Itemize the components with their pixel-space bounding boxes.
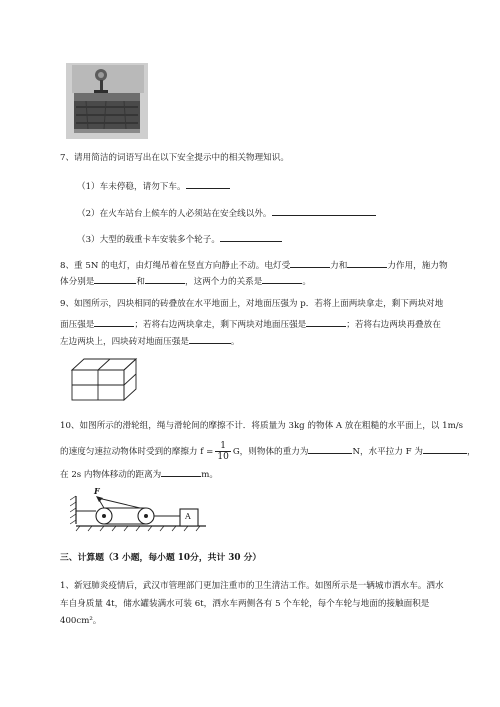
q7-answer2-blank[interactable]	[272, 205, 376, 216]
q10-blank-gravity[interactable]	[308, 443, 352, 454]
section3-heading: 三、计算题（3 小题，每小题 10分，共计 30 分）	[60, 553, 262, 563]
pulley-figure	[70, 486, 210, 532]
q7-answer1-blank[interactable]	[186, 178, 230, 189]
q9-text-b: ；若将右边两块拿走，剩下两块对地面压强是	[134, 320, 307, 330]
q9-blank3[interactable]	[189, 333, 231, 344]
q8-blank-source1[interactable]	[94, 273, 136, 284]
q9-blank1[interactable]	[94, 316, 134, 327]
q9-text-d: 左边两块上，四块砖对地面压强是	[60, 337, 189, 347]
brick-photo	[66, 63, 148, 139]
q10-blank-distance[interactable]	[161, 466, 201, 477]
q9-line3	[60, 333, 240, 348]
q9-text-e: 。	[230, 337, 240, 347]
q8-text-a: 8、重 5N 的电灯，由灯绳吊着在竖直方向静止不动。电灯受	[60, 261, 291, 271]
q8-line1	[60, 257, 448, 272]
q10-fraction-denominator: 10	[217, 452, 229, 462]
q8-blank-source2[interactable]	[145, 273, 185, 284]
q7-item2-text: （2）在火车站台上候车的人必须站在安全线以外。	[77, 209, 272, 219]
q9-text-a: 面压强是	[60, 320, 95, 330]
q10-text-c: N，水平拉力 F 为	[352, 447, 423, 457]
bricks-figure	[70, 356, 140, 404]
q7-item2	[77, 205, 376, 220]
q10-blank-force[interactable]	[423, 443, 467, 454]
pulley-diagram	[70, 490, 210, 532]
q1-line1: 1、新冠肺炎疫情后，武汉市管理部门更加注重市的卫生清洁工作。如图所示是一辆城市洒水车。洒水	[60, 581, 444, 591]
q7-title: 7、请用简洁的词语写出在以下安全提示中的相关物理知识。	[60, 153, 289, 163]
q8-line2	[60, 273, 311, 288]
q1-line2: 车自身质量 4t，储水罐装满水可装 6t，洒水车两侧各有 5 个车轮，每个车轮与地面的接触面积是	[60, 599, 430, 609]
q10-fraction	[215, 441, 230, 462]
q10-text-a: 的速度匀速拉动物体时受到的摩擦力 f =	[60, 447, 214, 457]
q7-item3	[77, 231, 282, 246]
q9-line2	[60, 316, 441, 331]
q8-blank-force1[interactable]	[290, 257, 330, 268]
brick-photo-graphic	[66, 63, 148, 139]
q10-text-d: ，	[466, 447, 476, 457]
q7-item1-text: （1）车未停稳，请勿下车。	[77, 182, 186, 192]
q8-blank-relation[interactable]	[262, 273, 302, 284]
q10-line1: 10、如图所示的滑轮组，绳与滑轮间的摩擦不计．将质量为 3kg 的物体 A 放在粗糙的水平面上，以 1m/s	[60, 421, 464, 431]
q8-text-e: 和	[136, 277, 145, 287]
q8-text-f: ，这两个力的关系是	[185, 277, 263, 287]
q7-item3-text: （3）大型的载重卡车安装多个轮子。	[77, 235, 220, 245]
q9-text-c: ；若将右边两块再叠放在	[346, 320, 441, 330]
q10-text-e: 在 2s 内物体移动的距离为	[60, 470, 162, 480]
q8-text-c: 力作用，施力物	[387, 261, 448, 271]
q8-blank-force2[interactable]	[347, 257, 387, 268]
q8-text-b: 力和	[330, 261, 348, 271]
q1-line3: 400cm²。	[60, 616, 102, 626]
q8-text-g: 。	[302, 277, 311, 287]
q10-line3	[60, 466, 218, 481]
q10-line2	[60, 441, 476, 462]
q8-text-d: 体分别是	[60, 277, 95, 287]
q9-line1: 9、如图所示，四块相同的砖叠放在水平地面上，对地面压强为 p．若将上面两块拿走，剩下两块对地	[60, 299, 444, 309]
q10-text-f: m。	[201, 470, 219, 480]
q7-answer3-blank[interactable]	[220, 231, 282, 242]
q10-fraction-numerator: 1	[215, 441, 230, 452]
pulley-label-f: F	[94, 486, 100, 496]
q7-item1	[77, 178, 230, 193]
bricks-diagram	[70, 356, 140, 404]
q10-text-b: G，则物体的重力为	[232, 447, 309, 457]
pulley-label-a: A	[185, 512, 191, 521]
q9-blank2[interactable]	[306, 316, 346, 327]
